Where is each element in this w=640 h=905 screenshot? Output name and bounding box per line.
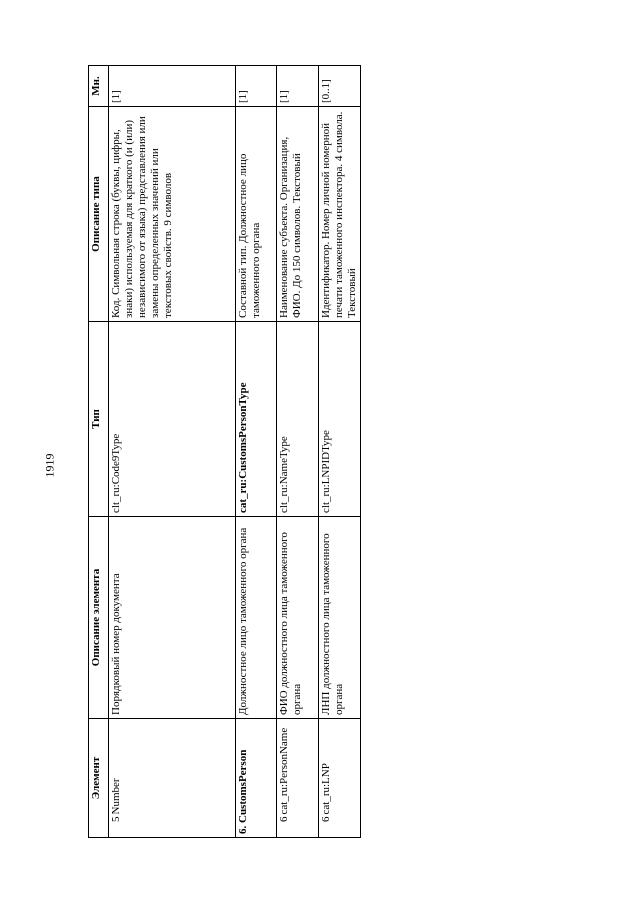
row-type: clt_ru:Code9Type bbox=[109, 322, 236, 517]
row-type-description: Составной тип. Должностное лицо таможенного органа bbox=[236, 107, 277, 322]
rotated-table-container bbox=[88, 66, 358, 838]
table-row bbox=[109, 66, 236, 838]
row-level: 6 bbox=[277, 816, 319, 838]
table-header-row bbox=[89, 66, 109, 838]
row-multiplicity: [1] bbox=[109, 66, 236, 107]
row-multiplicity: [1] bbox=[236, 66, 277, 107]
header-element-description: Описание элемента bbox=[89, 517, 109, 719]
row-element-description: Порядковый номер документа bbox=[109, 517, 236, 719]
row-element-description: Должностное лицо таможенного органа bbox=[236, 517, 277, 719]
row-element: 6. CustomsPerson bbox=[236, 719, 277, 838]
row-multiplicity: [0..1] bbox=[319, 66, 361, 107]
header-element: Элемент bbox=[89, 719, 109, 838]
row-type-description: Наименование субъекта. Организация, ФИО. До 150 символов. Текстовый bbox=[277, 107, 319, 322]
row-type-description: Идентификатор. Номер личной номерной печати таможенного инспектора. 4 символа. Текстовый bbox=[319, 107, 361, 322]
row-level: 5 bbox=[109, 816, 236, 838]
row-type: clt_ru:LNPIDType bbox=[319, 322, 361, 517]
header-type: Тип bbox=[89, 322, 109, 517]
row-element: cat_ru:PersonName bbox=[277, 719, 319, 816]
page-number: 1919 bbox=[42, 453, 57, 478]
element-table bbox=[88, 65, 361, 838]
table-row bbox=[236, 66, 277, 838]
row-element-description: ФИО должностного лица таможенного органа bbox=[277, 517, 319, 719]
row-element: Number bbox=[109, 719, 236, 816]
row-type: clt_ru:NameType bbox=[277, 322, 319, 517]
header-multiplicity: Мн. bbox=[89, 66, 109, 107]
row-element: cat_ru:LNP bbox=[319, 719, 361, 816]
row-multiplicity: [1] bbox=[277, 66, 319, 107]
row-level: 6 bbox=[319, 816, 361, 838]
row-element-description: ЛНП должностного лица таможенного органа bbox=[319, 517, 361, 719]
row-type: cat_ru:CustomsPersonType bbox=[236, 322, 277, 517]
table-row bbox=[319, 66, 361, 838]
table-row bbox=[277, 66, 319, 838]
header-type-description: Описание типа bbox=[89, 107, 109, 322]
row-type-description: Код. Символьная строка (буквы, цифры, знаки) используемая для краткого (и (или) независимого от языка) представления или замены определенных значений или текстовых свойств. 9 символов bbox=[109, 107, 236, 322]
